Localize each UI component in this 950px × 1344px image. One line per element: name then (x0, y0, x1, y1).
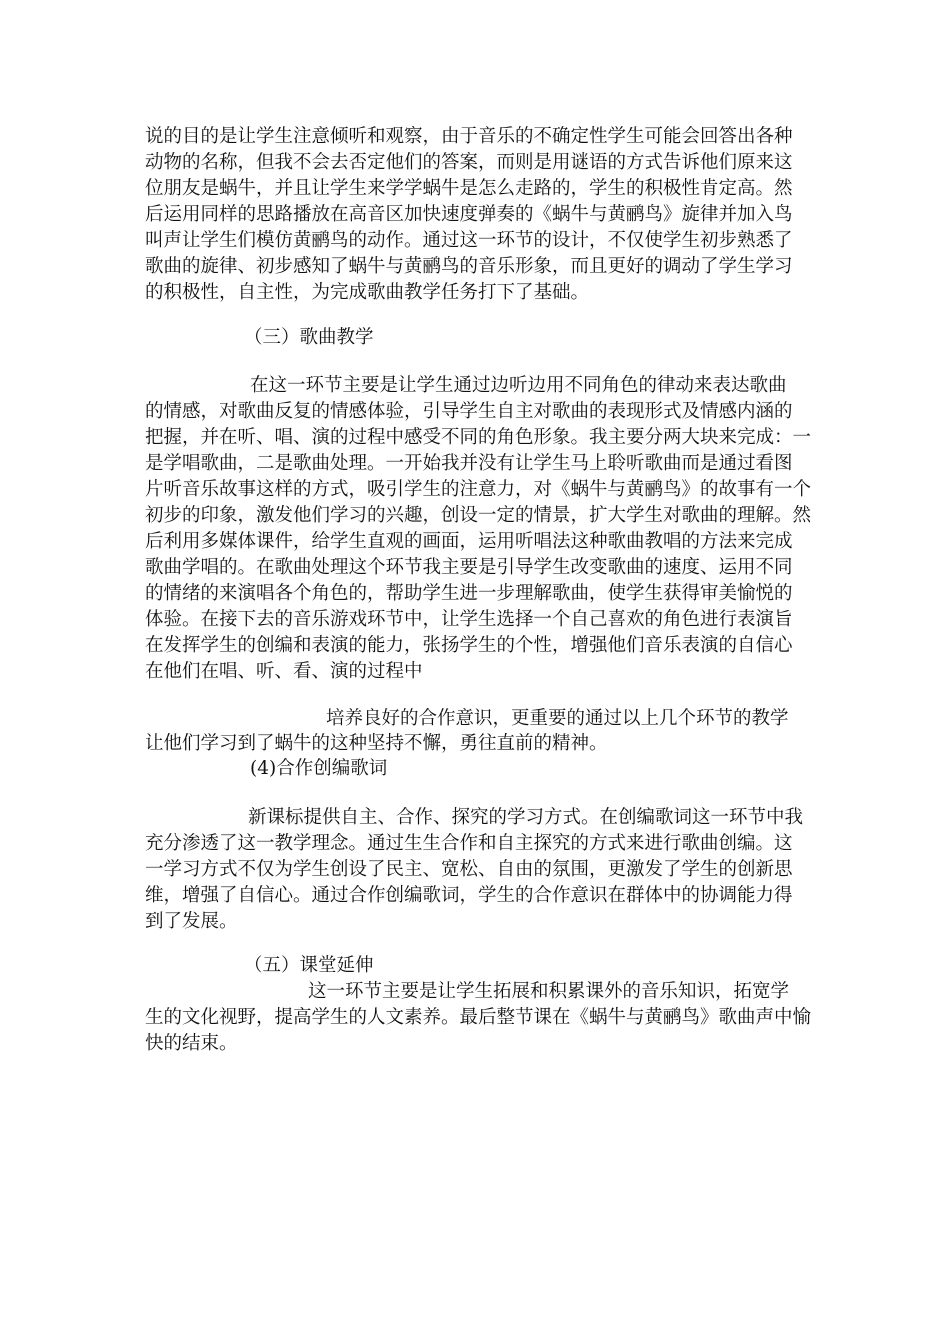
para5-line: 快的结束。 (145, 1033, 238, 1054)
para5-line: 这一环节主要是让学生拓展和积累课外的音乐知识，拓宽学 (308, 981, 790, 1002)
para2-line: 在他们在唱、听、看、演的过程中 (145, 661, 423, 682)
para2-line: 后利用多媒体课件，给学生直观的画面，运用听唱法这种歌曲教唱的方法来完成 (145, 531, 793, 552)
para4-line: 新课标提供自主、合作、探究的学习方式。在创编歌词这一环节中我 (248, 807, 804, 828)
para4-line: 维，增强了自信心。通过合作创编歌词，学生的合作意识在群体中的协调能力得 (145, 885, 793, 906)
para3-line: 让他们学习到了蜗牛的这种坚持不懈，勇往直前的精神。 (145, 733, 608, 754)
para2-line: 在发挥学生的创编和表演的能力，张扬学生的个性，增强他们音乐表演的自信心 (145, 635, 793, 656)
para4-line: 一学习方式不仅为学生创设了民主、宽松、自由的氛围，更激发了学生的创新思 (145, 859, 793, 880)
para1-line: 动物的名称，但我不会去否定他们的答案，而则是用谜语的方式告诉他们原来这 (145, 152, 793, 173)
section-heading-3: （三）歌曲教学 (244, 327, 374, 348)
para5-line: 生的文化视野，提高学生的人文素养。最后整节课在《蜗牛与黄鹂鸟》歌曲声中愉 (145, 1007, 812, 1028)
para2-line: 初步的印象，激发他们学习的兴趣，创设一定的情景，扩大学生对歌曲的理解。然 (145, 505, 812, 526)
para1-line: 后运用同样的思路播放在高音区加快速度弹奏的《蜗牛与黄鹂鸟》旋律并加入鸟 (145, 204, 793, 225)
para2-line: 在这一环节主要是让学生通过边听边用不同角色的律动来表达歌曲 (250, 375, 787, 396)
para2-line: 体验。在接下去的音乐游戏环节中，让学生选择一个自己喜欢的角色进行表演旨 (145, 609, 793, 630)
section-heading-5: （五）课堂延伸 (244, 955, 374, 976)
para2-line: 把握，并在听、唱、演的过程中感受不同的角色形象。我主要分两大块来完成：一 (145, 427, 812, 448)
para2-line: 的情绪的来演唱各个角色的，帮助学生进一步理解歌曲，使学生获得审美愉悦的 (145, 583, 793, 604)
para1-line: 说的目的是让学生注意倾听和观察，由于音乐的不确定性学生可能会回答出各种 (145, 126, 793, 147)
para4-line: 到了发展。 (145, 911, 238, 932)
para2-line: 歌曲学唱的。在歌曲处理这个环节我主要是引导学生改变歌曲的速度、运用不同 (145, 557, 793, 578)
section-heading-4: (4)合作创编歌词 (250, 758, 388, 779)
para3-line: 培养良好的合作意识，更重要的通过以上几个环节的教学 (326, 708, 789, 729)
para1-line: 的积极性，自主性，为完成歌曲教学任务打下了基础。 (145, 282, 590, 303)
para1-line: 歌曲的旋律、初步感知了蜗牛与黄鹂鸟的音乐形象，而且更好的调动了学生学习 (145, 256, 793, 277)
para1-line: 叫声让学生们模仿黄鹂鸟的动作。通过这一环节的设计，不仅使学生初步熟悉了 (145, 230, 793, 251)
para2-line: 是学唱歌曲，二是歌曲处理。一开始我并没有让学生马上聆听歌曲而是通过看图 (145, 453, 793, 474)
para2-line: 的情感，对歌曲反复的情感体验，引导学生自主对歌曲的表现形式及情感内涵的 (145, 401, 793, 422)
para2-line: 片听音乐故事这样的方式，吸引学生的注意力，对《蜗牛与黄鹂鸟》的故事有一个 (145, 479, 812, 500)
para1-line: 位朋友是蜗牛，并且让学生来学学蜗牛是怎么走路的，学生的积极性肯定高。然 (145, 178, 793, 199)
para4-line: 充分渗透了这一教学理念。通过生生合作和自主探究的方式来进行歌曲创编。这 (145, 833, 793, 854)
